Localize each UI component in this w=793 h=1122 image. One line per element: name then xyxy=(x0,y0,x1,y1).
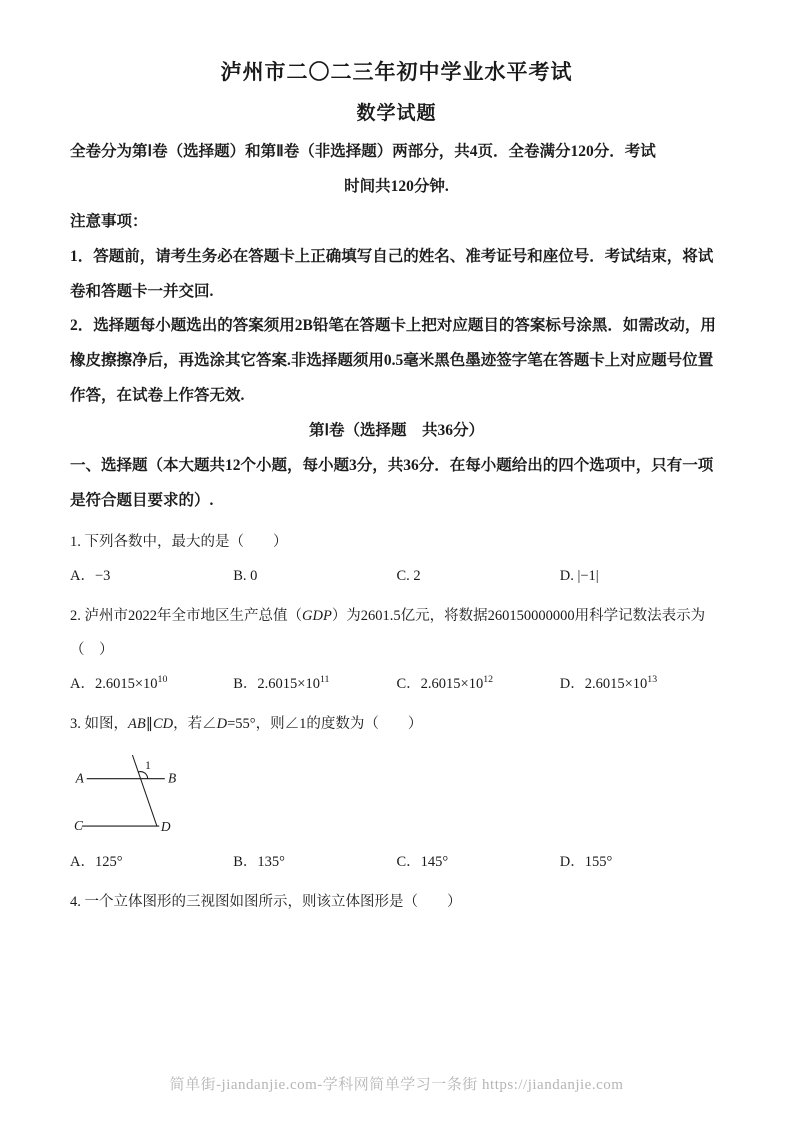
q2-option-c-exponent: 12 xyxy=(483,674,494,686)
question-4-stem: 4. 一个立体图形的三视图如图所示，则该立体图形是（ ） xyxy=(70,894,462,911)
q2-option-c-base: C．2.6015×10 xyxy=(396,675,484,692)
q2-option-c xyxy=(397,667,560,701)
q2-option-a-base: A．2.6015×10 xyxy=(70,675,158,692)
q2-stem-pre: 2. 泸州市2022年全市地区生产总值（ xyxy=(70,607,302,624)
question-3-figure-wrap xyxy=(74,747,723,843)
notice-item-2: 2．选择题每小题选出的答案须用2B铅笔在答题卡上把对应题目的答案标号涂黑．如需改动，用橡皮擦擦净后，再选涂其它答案.非选择题须用0.5毫米黑色墨迹签字笔在答题卡上对应题号位置作答，在试卷上作答无效. xyxy=(70,317,716,405)
q2-option-b-exponent: 11 xyxy=(319,674,330,686)
q3-option-a: A．125° xyxy=(70,854,123,870)
exam-intro-line1: 全卷分为第Ⅰ卷（选择题）和第Ⅱ卷（非选择题）两部分，共4页．全卷满分120分．考试 xyxy=(70,143,656,160)
exam-title: 泸州市二〇二三年初中学业水平考试 xyxy=(220,60,573,84)
q2-option-d-exponent: 13 xyxy=(647,674,658,686)
q3-stem-part-2: ∥ xyxy=(145,715,153,732)
q2-stem-gdp: GDP xyxy=(302,607,332,624)
q2-option-a-exponent: 10 xyxy=(157,674,168,686)
notice-heading: 注意事项： xyxy=(70,212,148,230)
q1-option-a: A．−3 xyxy=(70,567,111,584)
point-d-label: D xyxy=(160,818,171,834)
point-c-label: C xyxy=(74,818,83,833)
q3-stem-part-4: ，若∠ xyxy=(173,715,217,732)
q2-option-b-base: B．2.6015×10 xyxy=(233,675,320,692)
q3-stem-part-5: D xyxy=(216,715,228,732)
q3-option-c: C．145° xyxy=(396,854,449,870)
watermark-footer: 简单街-jiandanjie.com-学科网简单学习一条街 https://jiandanjie.com xyxy=(169,1077,624,1093)
question-1-stem: 1. 下列各数中，最大的是（ ） xyxy=(70,533,288,550)
section-1-directions: 一、选择题（本大题共12个小题，每小题3分，共36分．在每小题给出的四个选项中，只有一项是符合题目要求的）. xyxy=(70,456,714,509)
q3-stem-part-0: 3. 如图， xyxy=(70,715,128,732)
exam-subtitle: 数学试题 xyxy=(356,103,437,124)
question-3-stem xyxy=(70,707,723,741)
point-a-label: A xyxy=(75,770,84,786)
q3-stem-part-1: AB xyxy=(128,715,146,732)
q2-option-a xyxy=(70,667,233,701)
q1-option-b: B. 0 xyxy=(233,567,258,584)
angle-1-label: 1 xyxy=(145,758,151,773)
question-2-stem xyxy=(70,599,723,633)
q2-stem-post: ）为2601.5亿元，将数据260150000000用科学记数法表示为 xyxy=(331,607,706,624)
q3-option-b: B．135° xyxy=(233,854,285,870)
point-b-label: B xyxy=(167,770,177,786)
exam-intro xyxy=(70,135,723,205)
question-2-stem-line2: （ ） xyxy=(70,641,114,658)
q1-option-c: C. 2 xyxy=(396,567,421,584)
q2-option-d-base: D．2.6015×10 xyxy=(559,675,648,692)
q2-option-b xyxy=(233,667,396,701)
q3-stem-part-3: CD xyxy=(152,715,174,732)
volume-1-title: 第Ⅰ卷（选择题 共36分） xyxy=(308,422,485,439)
question-3-options xyxy=(70,845,723,879)
q3-option-d: D．155° xyxy=(559,854,613,870)
question-2-options xyxy=(70,667,723,701)
parallel-lines-figure xyxy=(74,747,224,838)
exam-intro-line2: 时间共120分钟. xyxy=(344,177,449,195)
notice-item-1: 1．答题前，请考生务必在答题卡上正确填写自己的姓名、准考证号和座位号．考试结束，将试卷和答题卡一并交回. xyxy=(70,247,714,300)
q1-option-d: D. |−1| xyxy=(559,567,599,584)
q2-option-d xyxy=(560,667,723,701)
question-1-options xyxy=(70,559,723,593)
q3-stem-part-6: =55°，则∠1的度数为（ ） xyxy=(227,715,423,732)
